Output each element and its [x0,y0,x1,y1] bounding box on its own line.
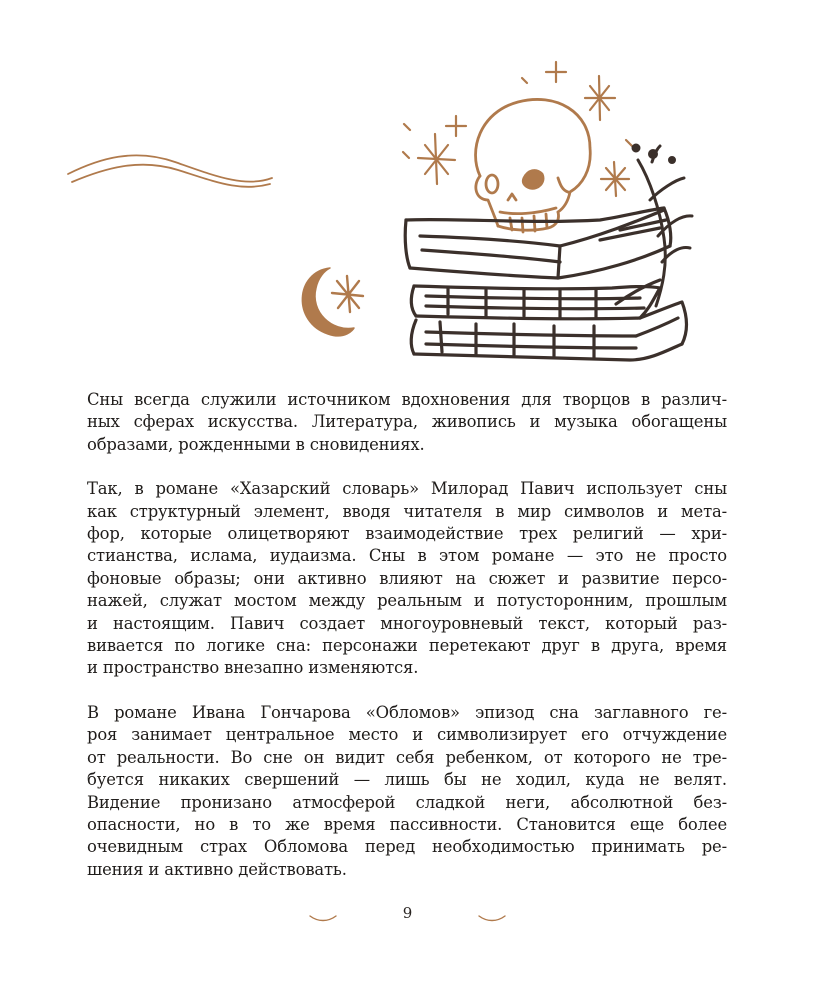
text-line: В романе Ивана Гончарова «Обломов» эпизод сна заглавного ге- [87,702,727,722]
text-line: Сны всегда служили источником вдохновения для творцов в различ- [87,390,727,409]
page-footer [0,902,815,932]
text-line: роя занимает центральное место и символизирует его отчуждение [87,725,727,745]
paragraph-khazar-dictionary [87,478,727,680]
header-illustration [60,50,710,380]
text-line: опасности, но в то же время пассивности. Становится еще более [87,814,727,834]
text-line: и пространство внезапно изменяются. [87,658,419,678]
text-line: вивается по логике сна: персонажи перетекают друг в друга, время [87,636,727,656]
text-line: ных сферах искусства. Литература, живопись и музыка обогащены [87,412,727,432]
text-line: фор, которые олицетворяют взаимодействие трех религий — хри- [87,524,727,544]
text-line: и настоящим. Павич создает многоуровневый текст, который раз- [87,613,727,633]
text-line: Видение пронизано атмосферой сладкой неги, абсолютной без- [87,792,727,812]
text-line: от реальности. Во сне он видит себя ребенком, от которого не тре- [87,747,727,767]
text-line: образами, рожденными в сновидениях. [87,434,425,454]
page-number: 9 [402,904,413,922]
wavy-line-icon [68,155,272,187]
sparkle-star-icon [403,62,632,196]
text-line: стианства, ислама, иудаизма. Сны в этом романе — это не просто [87,546,727,566]
text-line: шения и активно действовать. [87,859,347,879]
text-line: очевидным страх Обломова перед необходимостью принимать ре- [87,837,727,857]
paragraph-dreams-in-art [87,389,727,456]
sparkle-star-icon [332,276,363,312]
skull-icon [476,99,591,232]
text-line: нажей, служат мостом между реальным и потусторонним, прошлым [87,591,727,611]
paragraph-oblomov [87,702,727,881]
article-body [87,389,727,903]
text-line: как структурный элемент, вводя читателя в мир символов и мета- [87,501,727,521]
text-line: буется никаких свершений — лишь бы не ходил, куда не велят. [87,770,727,790]
text-line: Так, в романе «Хазарский словарь» Милорад Павич использует сны [87,479,727,499]
text-line: фоновые образы; они активно влияют на сюжет и развитие персо- [87,568,727,588]
book-stack-icon [405,208,686,360]
